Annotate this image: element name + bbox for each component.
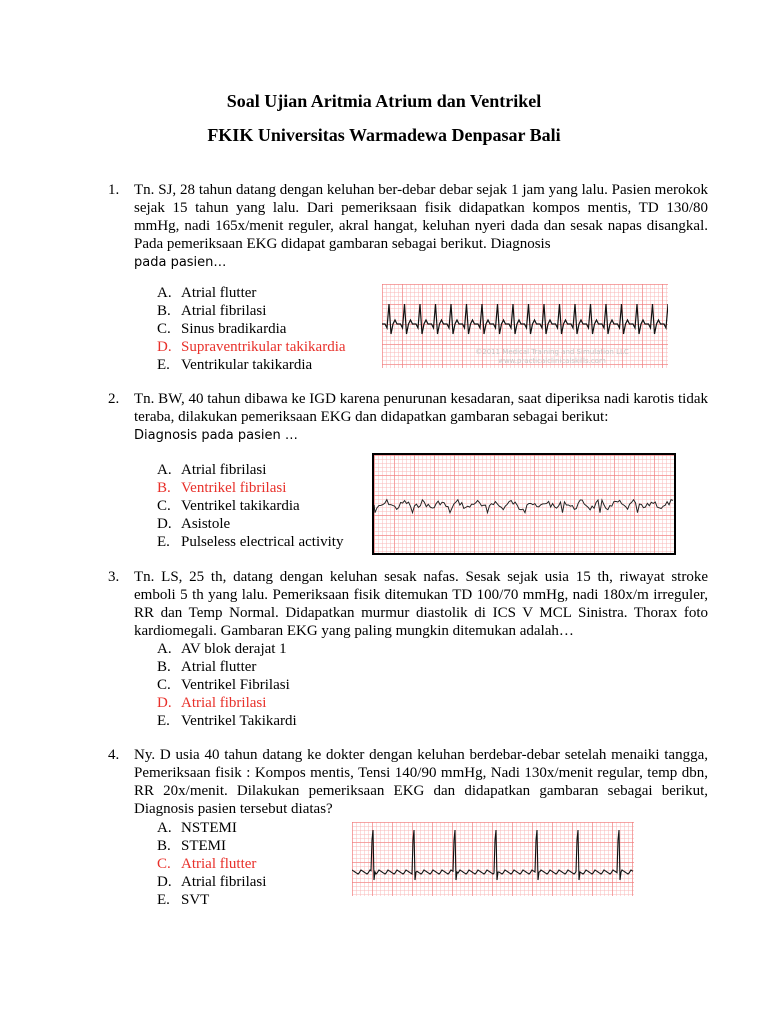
option-d[interactable]: D. Atrial fibrilasi: [157, 874, 267, 890]
option-b-answer[interactable]: B. Ventrikel fibrilasi: [157, 480, 287, 496]
option-d[interactable]: D. Asistole: [157, 516, 231, 532]
ecg-trace: [352, 822, 634, 896]
question-4: [108, 746, 708, 818]
ecg-trace: [374, 455, 674, 553]
option-e[interactable]: E. Ventrikular takikardia: [157, 357, 313, 373]
question-stem: Tn. LS, 25 th, datang dengan keluhan sesak nafas. Sesak sejak usia 15 th, riwayat stroke emboli 5 th yang lalu. Pemeriksaan fisik ditemukan TD 100/70 mmHg, nadi 180x/m irreguler, RR dan Temp Normal. Didapatkan murmur diastolik di ICS V MCL Sinistra. Thorax foto kardiomegali. Gambaran EKG yang paling mungkin ditemukan adalah…: [134, 569, 708, 639]
option-e[interactable]: E. Ventrikel Takikardi: [157, 713, 297, 729]
options-q1: [157, 284, 346, 374]
exam-title: Soal Ujian Aritmia Atrium dan Ventrikel: [226, 91, 542, 111]
option-a[interactable]: A. Atrial fibrilasi: [157, 462, 267, 478]
option-c[interactable]: C. Ventrikel Fibrilasi: [157, 677, 290, 693]
option-b[interactable]: B. STEMI: [157, 838, 226, 854]
option-e[interactable]: E. SVT: [157, 892, 210, 908]
question-stem-tail: pada pasien…: [134, 255, 227, 270]
question-number: 2.: [108, 391, 120, 407]
option-a[interactable]: A. AV blok derajat 1: [157, 641, 287, 657]
options-q4: [157, 819, 266, 909]
question-1: [108, 181, 708, 272]
question-stem: Ny. D usia 40 tahun datang ke dokter dengan keluhan berdebar-debar setelah menaiki tangga, Pemeriksaan fisik : Kompos mentis, Tensi 140/90 mmHg, Nadi 130x/menit regular, temp dbn, RR 20x/menit. Dilakukan pemeriksaan EKG dan didapatkan gambaran sebagai berikut, Diagnosis pasien tersebut diatas?: [134, 747, 708, 817]
ecg-strip-svt: [382, 284, 668, 368]
question-number: 4.: [108, 747, 120, 763]
options-q3: [157, 640, 297, 730]
ecg-watermark: ©2011 Medical Training and Simulation LLC www.practicalclinicalskills.com: [475, 348, 629, 365]
question-stem: Tn. SJ, 28 tahun datang dengan keluhan ber-debar debar sejak 1 jam yang lalu. Pasien merokok sejak 15 tahun yang lalu. Dari pemeriksaan fisik didapatkan kompos mentis, TD 130/80 mmHg, nadi 165x/menit reguler, akral hangat, keluhan nyeri dada dan sesak napas disangkal. Pada pemeriksaan EKG didapat gambaran sebagai berikut. Diagnosis pada pasien…: [134, 182, 708, 270]
option-b[interactable]: B. Atrial fibrilasi: [157, 303, 267, 319]
option-c-answer[interactable]: C. Atrial flutter: [157, 856, 257, 872]
ecg-strip-vf: [372, 453, 676, 555]
option-a[interactable]: A. Atrial flutter: [157, 285, 257, 301]
institution-title: FKIK Universitas Warmadewa Denpasar Bali: [207, 125, 561, 145]
options-q2: [157, 461, 343, 551]
option-d-answer[interactable]: D. Atrial fibrilasi: [157, 695, 267, 711]
question-3: [108, 568, 708, 640]
question-2: [108, 390, 708, 445]
option-c[interactable]: C. Ventrikel takikardia: [157, 498, 300, 514]
question-number: 3.: [108, 569, 120, 585]
option-a[interactable]: A. NSTEMI: [157, 820, 237, 836]
ecg-strip-flutter: [352, 822, 634, 896]
question-number: 1.: [108, 182, 120, 198]
option-b[interactable]: B. Atrial flutter: [157, 659, 257, 675]
question-stem-tail: Diagnosis pada pasien …: [134, 428, 298, 443]
question-stem: Tn. BW, 40 tahun dibawa ke IGD karena penurunan kesadaran, saat diperiksa nadi karotis tidak teraba, dilakukan pemeriksaan EKG dan didapatkan gambaran sebagai berikut: Diagnosis pada pasien …: [134, 391, 708, 443]
option-d-answer[interactable]: D. Supraventrikular takikardia: [157, 339, 346, 355]
option-c[interactable]: C. Sinus bradikardia: [157, 321, 287, 337]
option-e[interactable]: E. Pulseless electrical activity: [157, 534, 344, 550]
